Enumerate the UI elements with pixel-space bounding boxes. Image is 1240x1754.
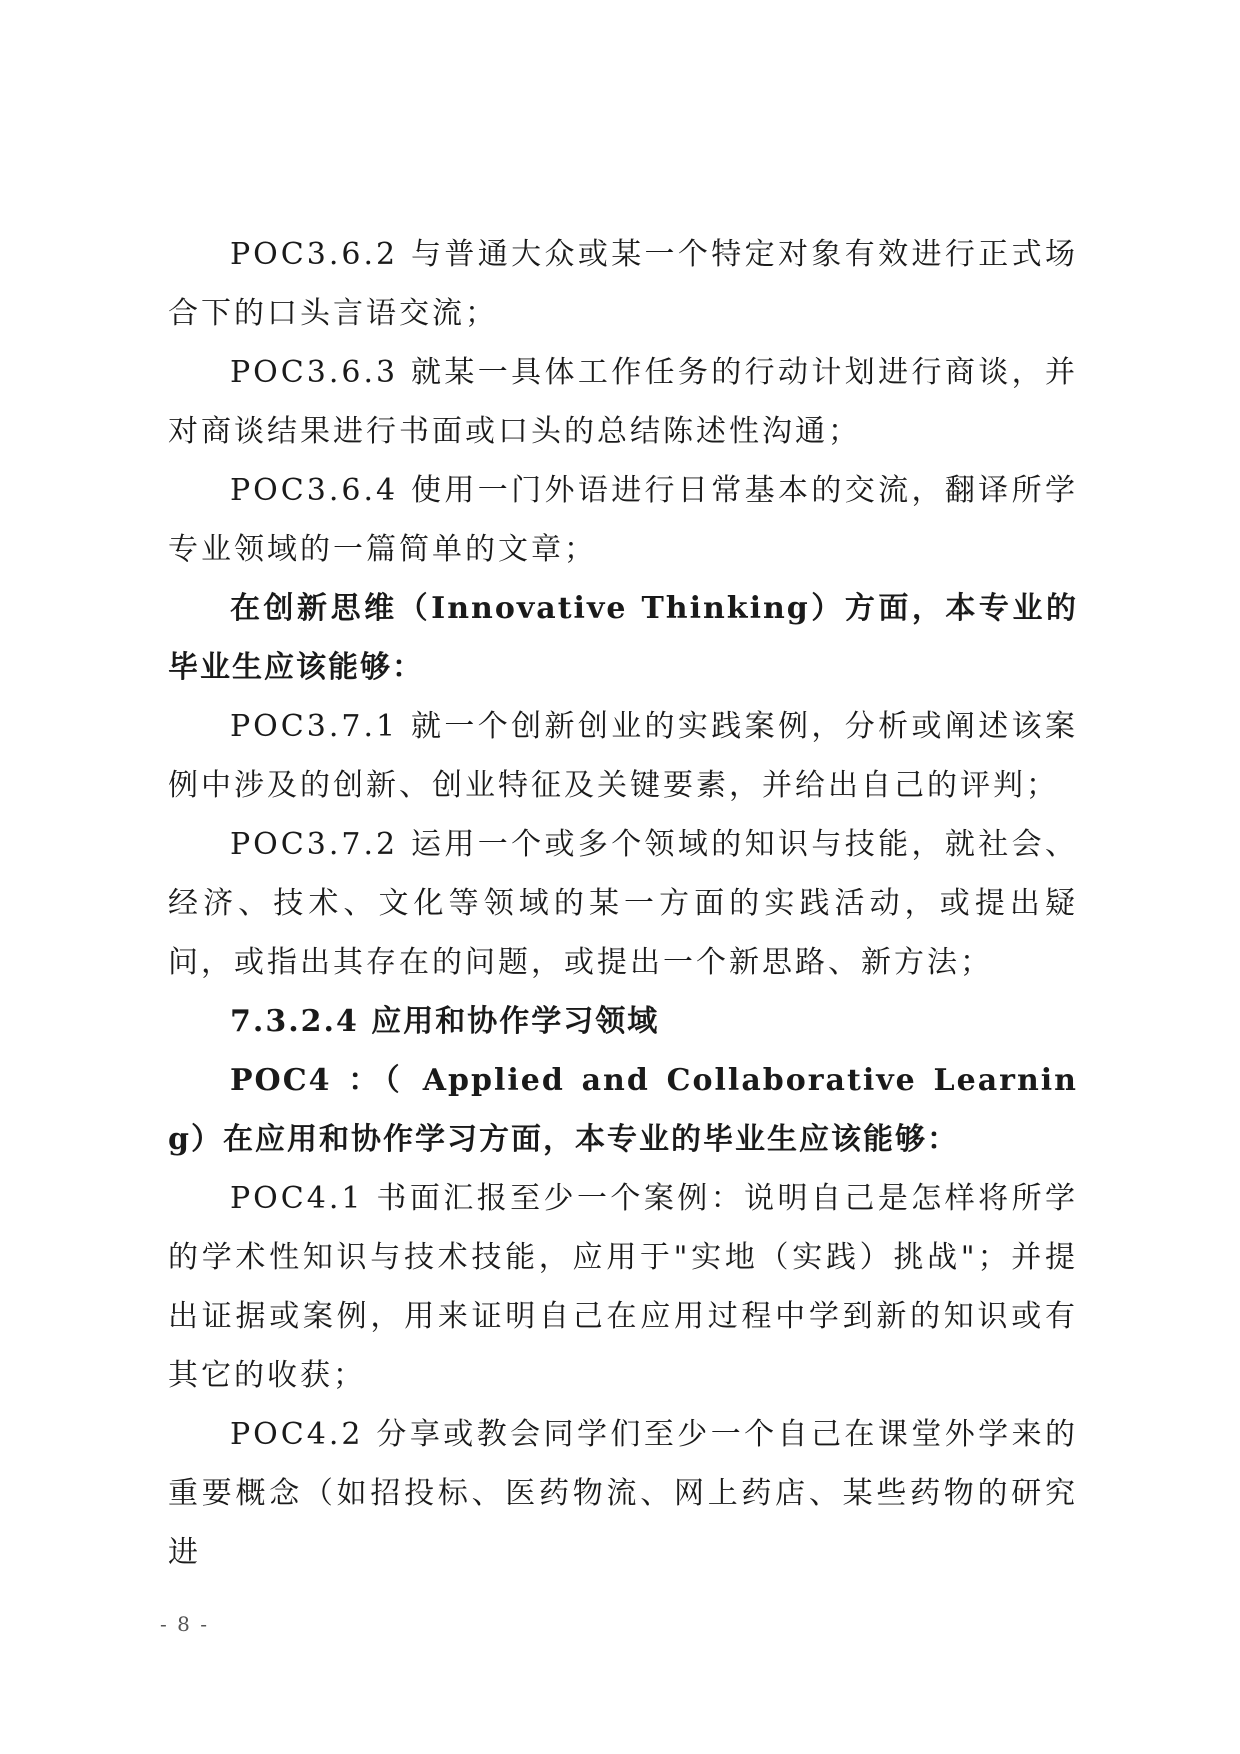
paragraph-poc3-6-2: POC3.6.2 与普通大众或某一个特定对象有效进行正式场合下的口头言语交流；: [168, 237, 1078, 331]
page-number: - 8 -: [160, 1612, 209, 1636]
heading-poc4: POC4 ：（ Applied and Collaborative Learning）在应用和协作学习方面，本专业的毕业生应该能够：: [168, 1063, 1078, 1157]
paragraph-poc3-6-3: POC3.6.3 就某一具体工作任务的行动计划进行商谈，并对商谈结果进行书面或口头的总结陈述性沟通；: [168, 355, 1078, 449]
paragraph-poc3-6-4: POC3.6.4 使用一门外语进行日常基本的交流，翻译所学专业领域的一篇简单的文章；: [168, 473, 1078, 567]
paragraph-poc4-1: POC4.1 书面汇报至少一个案例：说明自己是怎样将所学的学术性知识与技术技能，应用于"实地（实践）挑战"；并提出证据或案例，用来证明自己在应用过程中学到新的知识或有其它的收获；: [168, 1181, 1078, 1393]
section-heading-7-3-2-4: 7.3.2.4 应用和协作学习领域: [230, 1004, 660, 1039]
heading-innovative-thinking: 在创新思维（Innovative Thinking）方面，本专业的毕业生应该能够：: [168, 591, 1078, 685]
paragraph-poc3-7-1: POC3.7.1 就一个创新创业的实践案例，分析或阐述该案例中涉及的创新、创业特征及关键要素，并给出自己的评判；: [168, 709, 1078, 803]
paragraph-poc3-7-2: POC3.7.2 运用一个或多个领域的知识与技能，就社会、经济、技术、文化等领域的某一方面的实践活动，或提出疑问，或指出其存在的问题，或提出一个新思路、新方法；: [168, 827, 1078, 980]
document-body: [168, 225, 1078, 1582]
paragraph-poc4-2: POC4.2 分享或教会同学们至少一个自己在课堂外学来的重要概念（如招投标、医药物流、网上药店、某些药物的研究进: [168, 1417, 1078, 1570]
